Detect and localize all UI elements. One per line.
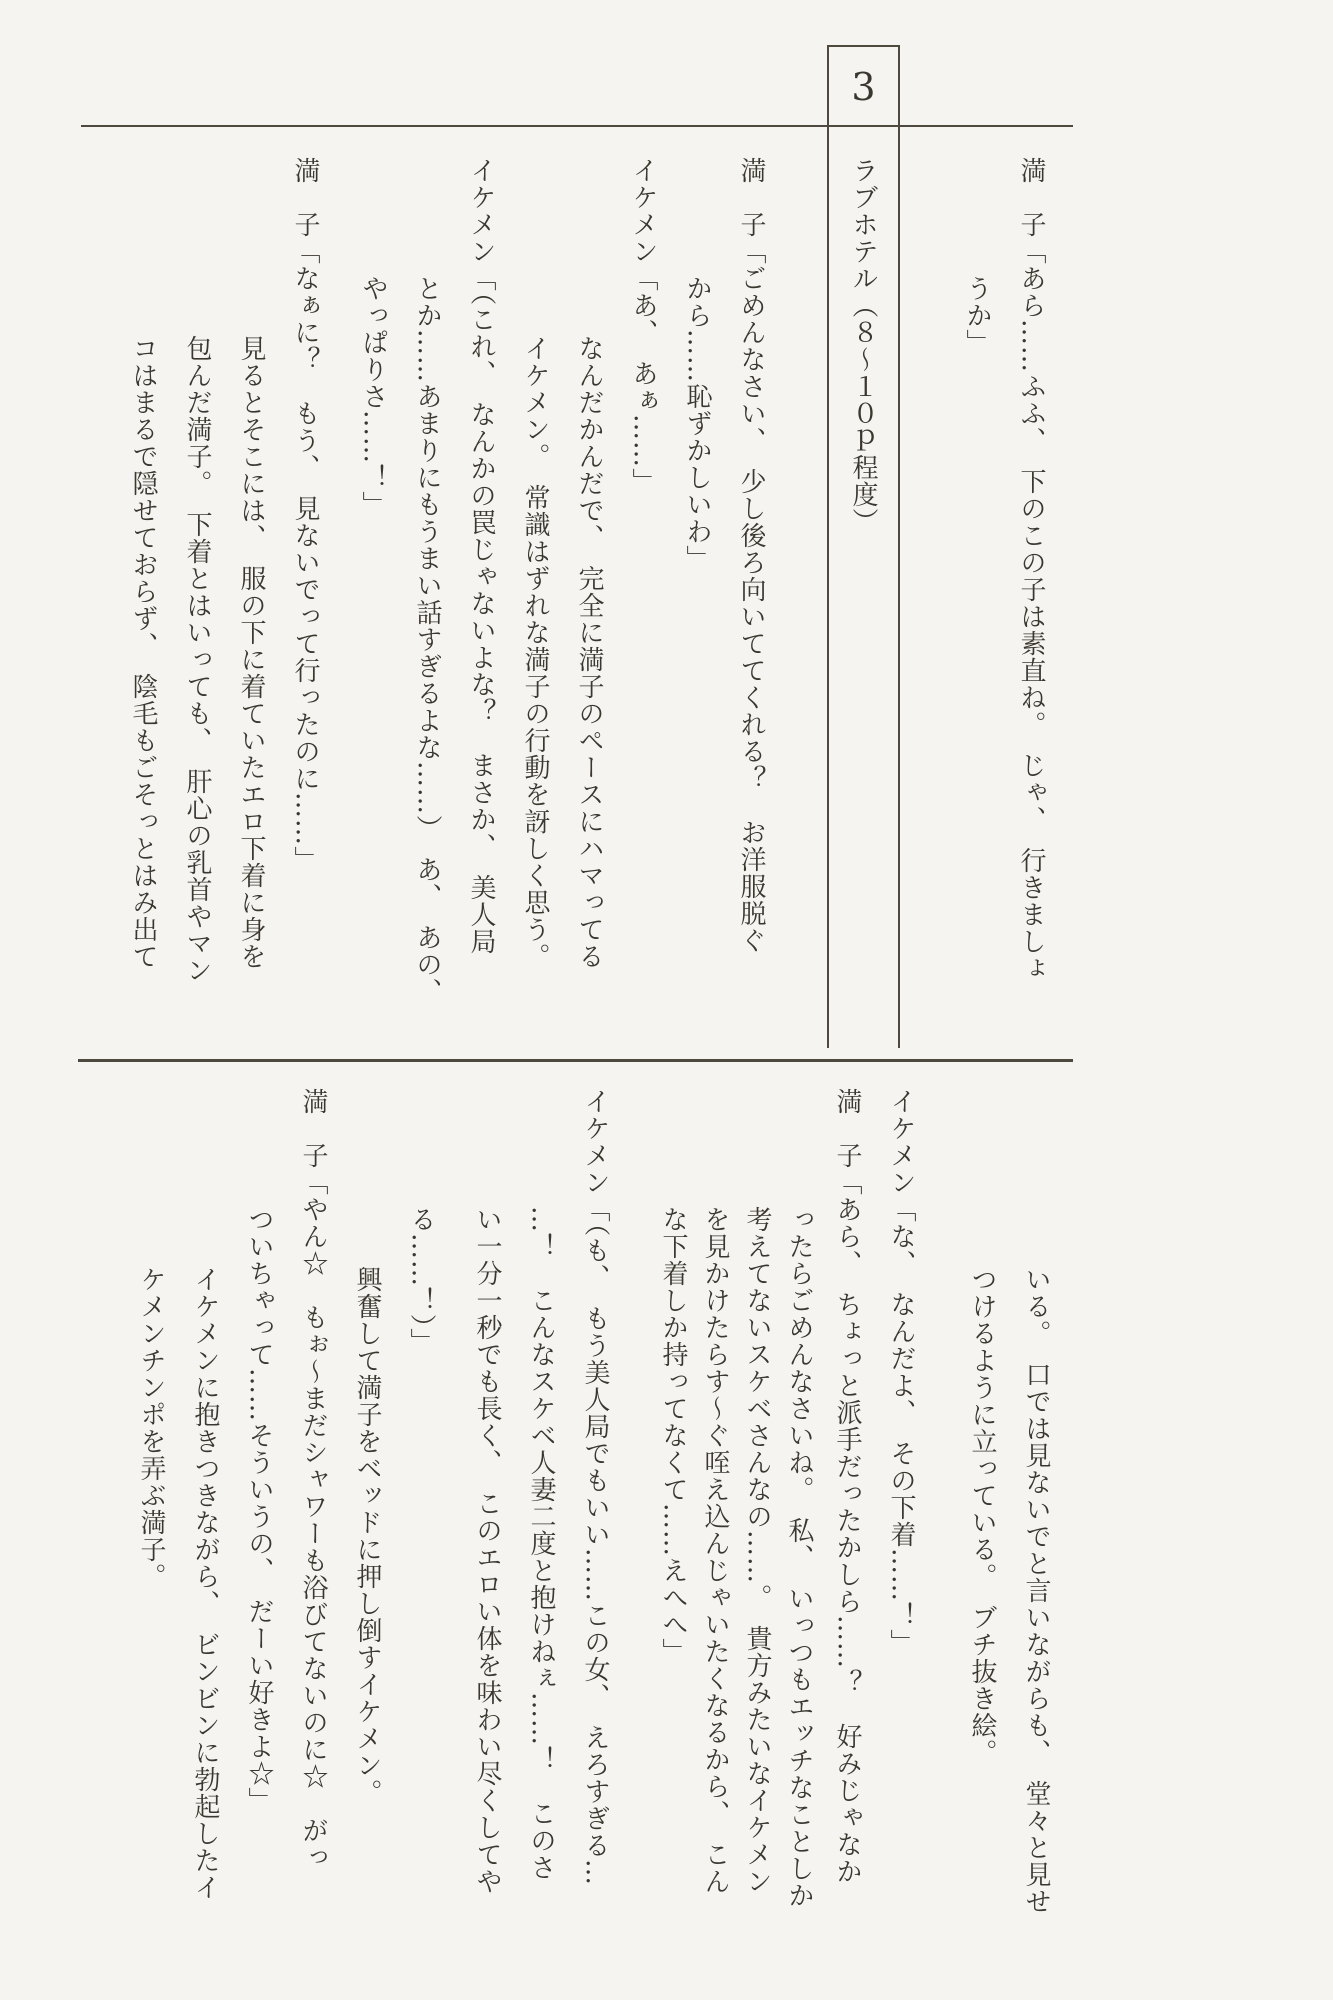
- script-line-dialogue: 満 子「ごめんなさい、 少し後ろ向いててくれる？ お洋服脱ぐ: [736, 157, 766, 954]
- script-line-narration: コはまるで隠せておらず、 陰毛もごそっとはみ出て: [128, 335, 158, 970]
- script-line-narration: ケメンチンポを弄ぶ満子。: [136, 1266, 166, 1590]
- script-line-dialogue-cont: とか……あまりにもうまい話すぎるよな……） あ、 あの、: [412, 275, 442, 1005]
- top-rule: [81, 125, 1073, 127]
- script-line-dialogue-cont: やっぱりさ……！」: [358, 275, 388, 518]
- script-line-narration: なんだかんだで、 完全に満子のペースにハマってる: [574, 335, 604, 970]
- script-line-dialogue-cont: うか」: [962, 275, 992, 356]
- script-line-narration: 興奮して満子をベッドに押し倒すイケメン。: [352, 1266, 382, 1806]
- script-line-dialogue: 満 子「やん☆ もぉ～まだシャワーも浴びてないのに☆ がっ: [298, 1088, 328, 1871]
- script-line-dialogue-cont: ついちゃって……そういうの、 だーい好きよ☆」: [244, 1206, 274, 1814]
- script-line-narration: つけるように立っている。 ブチ抜き絵。: [967, 1266, 997, 1766]
- script-line-dialogue: イケメン「あ、 あぁ……」: [628, 157, 658, 495]
- script-line-dialogue-cont: を見かけたらす～ぐ咥え込んじゃいたくなるから、 こん: [700, 1206, 730, 1895]
- script-line-dialogue-cont: な下着しか持ってなくて……えへへ」: [658, 1206, 688, 1665]
- page-number-box: [827, 45, 900, 127]
- script-line-dialogue: イケメン「（これ、 なんかの罠じゃないよな？ まさか、 美人局: [466, 157, 496, 955]
- script-line-dialogue-cont: い一分一秒でも長く、 このエロい体を味わい尽くしてや: [472, 1206, 502, 1895]
- script-line-dialogue: イケメン「（も、 もう美人局でもいい……この女、 えろすぎる…: [580, 1088, 610, 1886]
- scene-heading: ラブホテル（８～１０ｐ程度）: [848, 157, 878, 535]
- page-number: 3: [851, 65, 876, 109]
- script-line-dialogue-cont: 考えてないスケベさんなの……。 貴方みたいなイケメン: [742, 1206, 772, 1895]
- script-line-dialogue: イケメン「な、 なんだよ、 その下着……！」: [886, 1088, 916, 1656]
- script-line-narration: いる。 口では見ないでと言いながらも、 堂々と見せ: [1021, 1266, 1051, 1915]
- script-line-narration: イケメンに抱きつきながら、 ビンビンに勃起したイ: [190, 1266, 220, 1901]
- script-line-dialogue-cont: から……恥ずかしいわ」: [682, 275, 712, 572]
- script-line-narration: 見るとそこには、 服の下に着ていたエロ下着に身を: [236, 335, 266, 970]
- script-line-dialogue: 満 子「あら、 ちょっと派手だったかしら……？ 好みじゃなか: [832, 1088, 862, 1885]
- section-divider-rule: [78, 1059, 1073, 1062]
- script-line-dialogue-cont: ったらごめんなさいね。 私、 いっつもエッチなことしか: [784, 1206, 814, 1909]
- lower-text-section: [124, 1088, 1063, 2000]
- script-line-narration: イケメン。 常識はずれな満子の行動を訝しく思う。: [520, 335, 550, 970]
- script-line-narration: 包んだ満子。 下着とはいっても、 肝心の乳首やマン: [182, 335, 212, 984]
- script-line-dialogue-cont: る……！）」: [406, 1206, 436, 1355]
- script-line-dialogue: 満 子「あら……ふふ、 下のこの子は素直ね。 じゃ、 行きましょ: [1016, 157, 1046, 982]
- script-line-dialogue: 満 子「なぁに？ もう、 見ないでって行ったのに……」: [290, 157, 320, 873]
- script-line-dialogue-cont: …！ こんなスケベ人妻二度と抱けねぇ……！ このさ: [526, 1206, 556, 1881]
- upper-text-section: [116, 157, 1058, 1060]
